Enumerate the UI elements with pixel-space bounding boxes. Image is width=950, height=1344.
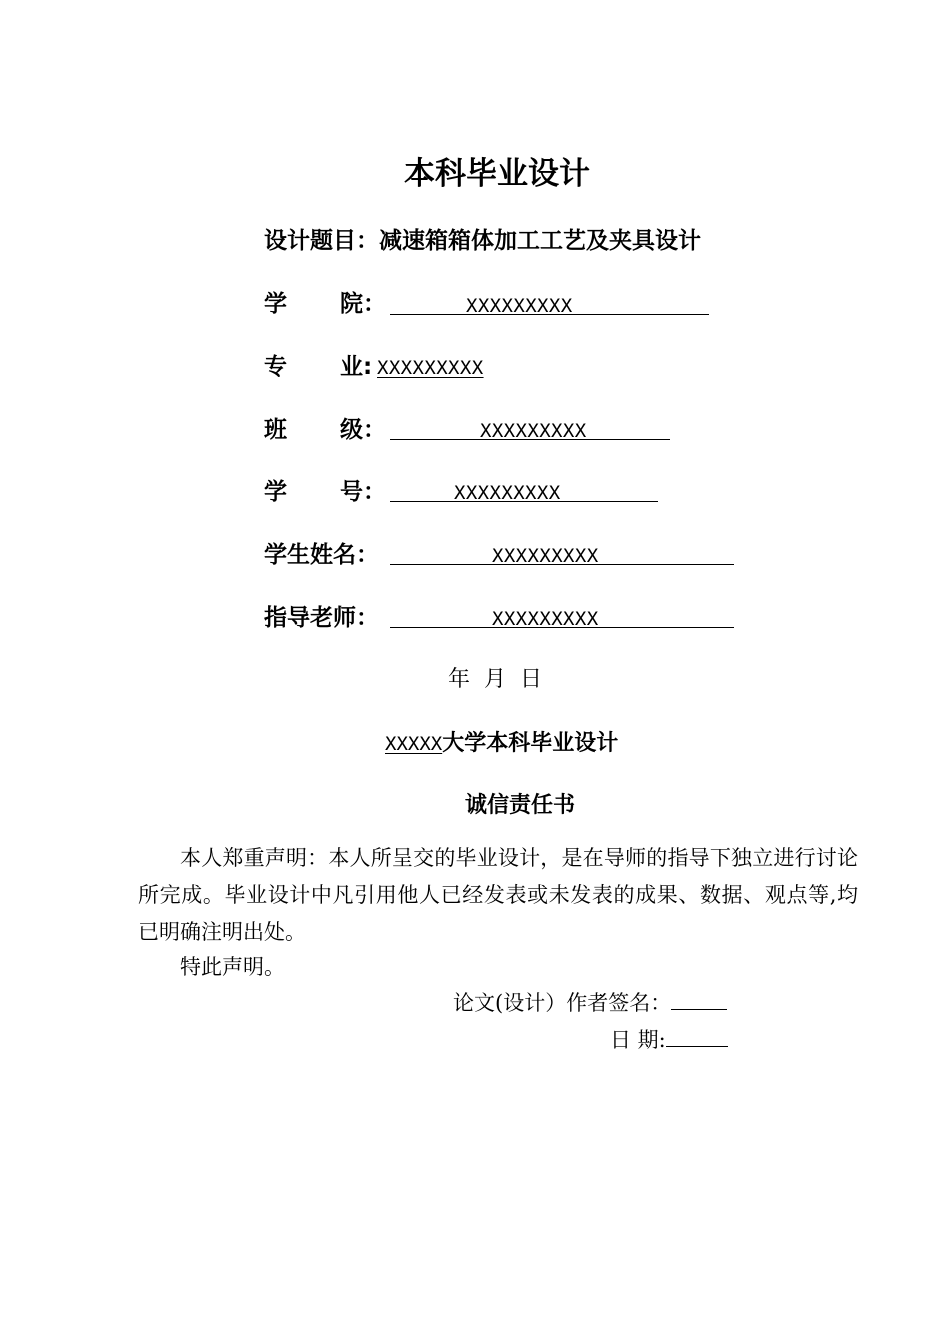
pledge-title: 诚信责任书 [464,793,575,818]
signature-label: 论文(设计）作者签名： [453,991,672,1015]
university-name-placeholder: XXXXX [385,733,443,755]
thesis-topic: 设计题目：减速箱箱体加工工艺及夹具设计 [264,228,701,254]
student-name-value: XXXXXXXXX [492,545,599,567]
student-name-label: 学生姓名： [264,542,379,568]
student-id-value: XXXXXXXXX [454,482,561,504]
student-id-underline [390,501,658,502]
year-label: 年 [448,667,471,692]
college-label-first: 学 [264,291,287,317]
advisor-value: XXXXXXXXX [492,608,599,630]
pledge-closing: 特此声明。 [180,955,285,979]
college-value: XXXXXXXXX [466,295,573,317]
college-underline [390,314,709,315]
signature-date-label: 日 期: [610,1028,666,1052]
major-label-first: 专 [264,354,287,380]
signature-date-blank[interactable] [666,1028,728,1047]
signature-date-line [610,1024,728,1056]
class-label-first: 班 [264,417,287,443]
signature-blank[interactable] [671,991,727,1010]
cover-date [448,664,556,696]
university-heading-text: 大学本科毕业设计 [442,731,619,756]
month-label: 月 [484,667,507,692]
student-name-underline [390,564,734,565]
university-heading [385,728,618,760]
major-label-second: 业: [340,354,373,380]
class-value: XXXXXXXXX [480,420,587,442]
advisor-label: 指导老师： [264,605,379,631]
signature-line [453,987,727,1019]
advisor-underline [390,627,734,628]
student-id-label-second: 号： [340,479,386,505]
student-id-label-first: 学 [264,479,287,505]
class-label-second: 级： [340,417,386,443]
day-label: 日 [520,667,543,692]
cover-title: 本科毕业设计 [404,156,590,192]
pledge-paragraph: 本人郑重声明：本人所呈交的毕业设计，是在导师的指导下独立进行讨论所完成。毕业设计中凡引用他人已经发表或未发表的成果、数据、观点等,均已明确注明出处。 [138,846,858,944]
college-label-second: 院： [340,291,386,317]
class-underline [390,439,670,440]
major-value: XXXXXXXXX [377,357,484,379]
